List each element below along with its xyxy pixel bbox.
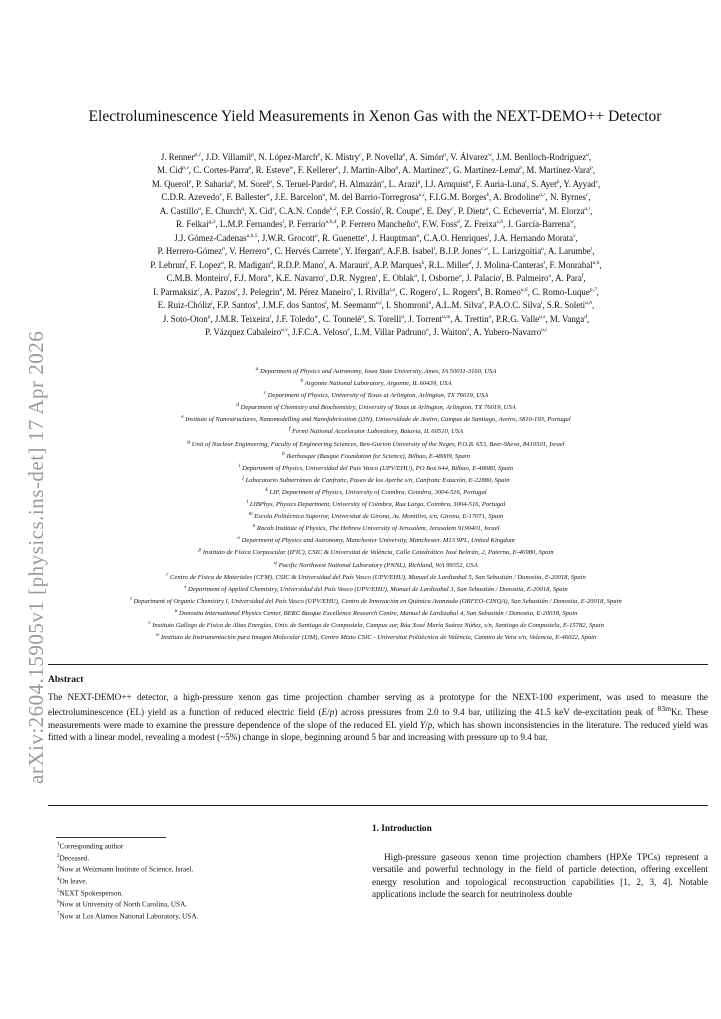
arxiv-identifier: arXiv:2604.15905v1 [physics.ins-det] 17 Apr 2026	[24, 330, 48, 784]
affiliation-item: $^w$ Instituto de Instrumentación para Imagen Molecular (I3M), Centro Mixto CSIC - Universitat Politècnica de València, Camino de Vera s/n, Valencia, E-46022, Spain	[155, 632, 597, 642]
affiliation-item: $^t$ Department of Organic Chemistry I, Universidad del País Vasco (UPV/EHU), Centro de Innovación en Química Avanzada (ORFEO-CINQA), San Sebastián / Donostia, E-20018, Spain	[130, 595, 622, 605]
affiliation-item: $^l$ LIBPhys, Physics Department, University of Coimbra, Rua Larga, Coimbra, 3004-516, Portugal	[246, 499, 506, 509]
affiliation-item: $^o$ Department of Physics and Astronomy, Manchester University, Manchester. M13 9PL, United Kingdom	[237, 535, 515, 545]
author-line: J. Soto-Oton$^p$, J.M.R. Teixeira$^l$, J.F. Toledo$^w$, C. Tonnelé$^u$, S. Torelli$^u$, J. Torrent$^{u,m}$, A. Trettin$^o$, P.R.G. Valle$^{u,s}$, M. Vanga$^d$,	[162, 313, 590, 324]
author-line: A. Castillo$^u$, E. Church$^q$, X. Cid$^v$, C.A.N. Conde$^{k,2}$, F.P. Cossío$^t$, R. Coupe$^o$, E. Dey$^c$, P. Dietz$^u$, C. Echeverria$^u$, M. Elorza$^{u,i}$,	[159, 205, 593, 216]
affiliation-item: $^j$ Laboratorio Subterráneo de Canfranc, Paseo de los Ayerbe s/n, Canfranc Estación, E-22880, Spain	[242, 474, 510, 485]
affiliation-item: $^i$ Department of Physics, Universidad del País Vasco (UPV/EHU), PO Box 644, Bilbao, E-48080, Spain	[238, 462, 514, 472]
footnote-list	[57, 840, 357, 921]
affiliation-item: $^u$ Donostia International Physics Center, BERC Basque Excellence Research Centre, Manuel de Lardizabal 4, San Sebastián / Donostia, E-20018, Spain	[174, 607, 578, 618]
footnote-item: $^1$Corresponding author	[57, 841, 124, 851]
author-line: M. Cid$^{p,v}$, C. Cortes-Parra$^p$, R. Esteve$^w$, F. Kellerer$^p$, J. Martín-Albo$^p$, A. Martínez$^w$, G. Martínez-Lema$^p$, M. Martínez-Vara$^p$,	[157, 165, 595, 176]
abstract-top-rule	[48, 664, 708, 665]
affiliation-item: $^c$ Department of Physics, University of Texas at Arlington, Arlington, TX 76019, USA	[263, 390, 489, 400]
footnote-item: $^4$On leave.	[57, 876, 88, 886]
author-line: M. Querol$^p$, P. Saharia$^p$, M. Sorel$^p$, S. Teruel-Pardo$^p$, H. Almazán$^o$, L. Arazi$^g$, I.J. Arnquist$^q$, F. Auria-Luna$^t$, S. Ayet$^p$, Y. Ayyad$^v$,	[151, 178, 601, 189]
author-line: C.D.R. Azevedo$^e$, F. Ballester$^w$, J.E. Barcelon$^u$, M. del Barrio-Torregrosa$^{u,i}$, F.I.G.M. Borges$^k$, A. Brodoline$^{u,r}$, N. Byrnes$^c$,	[161, 192, 591, 203]
author-line: J. Renner$^{p,1}$, J.D. Villamil$^p$, N. López-March$^p$, K. Mistry$^c$, P. Novella$^p$, A. Simón$^p$, V. Álvarez$^w$, J.M. Benlloch-Rodríguez$^u$,	[160, 151, 592, 162]
author-line: I. Parmaksiz$^c$, A. Pazos$^s$, J. Pelegrin$^u$, M. Pérez Maneiro$^v$, I. Rivilla$^{t,u}$, C. Rogero$^r$, L. Rogers$^b$, B. Romeo$^{u,6}$, C. Romo-Luque$^{p,7}$,	[153, 286, 599, 297]
author-list	[44, 150, 708, 339]
affiliation-item: $^b$ Argonne National Laboratory, Argonne, IL 60439, USA	[300, 378, 452, 388]
affiliation-item: $^d$ Department of Chemistry and Biochemistry, University of Texas at Arlington, Arlington, TX 76019, USA	[236, 402, 516, 412]
affiliation-item: $^a$ Department of Physics and Astronomy, Iowa State University, Ames, IA 50011-3160, USA	[255, 366, 497, 376]
author-line: C.M.B. Monteiro$^l$, F.J. Mora$^w$, K.E. Navarro$^c$, D.R. Nygren$^c$, E. Oblak$^u$, I. Osborne$^o$, J. Palacio$^j$, B. Palmeiro$^o$, A. Para$^f$,	[166, 273, 586, 284]
author-line: P. Lebrun$^f$, F. Lopez$^u$, R. Madigan$^d$, R.D.P. Mano$^l$, A. Marauri$^i$, A.P. Marques$^k$, R.L. Miller$^d$, J. Molina-Canteras$^t$, F. Monrabal$^{u,h}$,	[150, 259, 602, 270]
affiliation-item: $^f$ Fermi National Accelerator Laboratory, Batavia, IL 60510, USA	[288, 426, 464, 436]
footnote-item: $^2$Deceased.	[57, 853, 90, 863]
affiliation-item: $^s$ Department of Applied Chemistry, Universidad del País Vasco (UPV/EHU), Manuel de Lardizabal 3, San Sebastián / Donostia, E-20018, Spain	[184, 583, 568, 593]
abstract-text: The NEXT-DEMO++ detector, a high-pressure xenon gas time projection chamber serving as a prototype for the NEXT-100 experiment, was used to measure the electroluminescence (EL) yield as a function of reduced electric field (E/p) across pressures from 2.0 to 9.4 bar, utilizing the 41.5 keV de-excitation peak of $^{83m}$Kr. These measurements were made to examine the pressure dependence of the slope of the reduced EL yield Y/p, which has shown inconsistencies in the literature. The reduced yield was fitted with a linear model, revealing a modest (~5%) change in slope, beginning around 5 bar and increasing with pressure up to 9.4 bar.	[48, 692, 708, 743]
affiliation-item: $^m$ Escola Politècnica Superior, Universitat de Girona, Av. Montilivi, s/n, Girona, E-17071, Spain	[248, 511, 504, 521]
footnote-item: $^3$Now at Weizmann Institute of Science, Israel.	[57, 864, 194, 874]
affiliation-item: $^h$ Ikerbasque (Basque Foundation for Science), Bilbao, E-48009, Spain	[282, 450, 470, 460]
abstract-heading: Abstract	[48, 675, 84, 685]
author-line: P. Vázquez Cabaleiro$^{u,v}$, J.F.C.A. Veloso$^e$, L.M. Villar Padruno$^o$, J. Waiton$^o$, A. Yubero-Navarro$^{u,i}$	[205, 327, 547, 338]
affiliation-item: $^n$ Racah Institute of Physics, The Hebrew University of Jerusalem, Jerusalem 9190401, Israel	[252, 523, 500, 533]
affiliation-list	[44, 365, 708, 643]
affiliation-item: $^r$ Centro de Física de Materiales (CFM), CSIC & Universidad del País Vasco (UPV/EHU), Manuel de Lardizabal 5, San Sebastián / Donostia, E-20018, Spain	[166, 571, 586, 581]
affiliation-item: $^k$ LIP, Department of Physics, University of Coimbra, Coimbra, 3004-516, Portugal	[265, 486, 487, 497]
introduction-text: High-pressure gaseous xenon time projection chambers (HPXe TPCs) represent a versatile and powerful technology in the field of particle detection, offering excellent energy resolution and topological reconstruction capabilities [1, 2, 3, 4]. Notable applications include the search for neutrinoless double	[372, 852, 708, 899]
author-line: E. Ruiz-Chóliz$^j$, F.P. Santos$^k$, J.M.F. dos Santos$^l$, M. Seemann$^{u,i}$, I. Shomroni$^n$, A.L.M. Silva$^e$, P.A.O.C. Silva$^l$, S.R. Soleti$^{u,h}$,	[157, 300, 595, 311]
affiliation-item: $^v$ Instituto Gallego de Física de Altas Energías, Univ. de Santiago de Compostela, Campus sur, Rúa Xosé María Suárez Núñez, s/n, Santiago de Compostela, E-15782, Spain	[148, 619, 604, 630]
affiliation-item: $^q$ Pacific Northwest National Laboratory (PNNL), Richland, WA 99352, USA	[274, 559, 478, 569]
affiliation-item: $^e$ Institute of Nanostructures, Nanomodelling and Nanofabrication (i3N), Universidade de Aveiro, Campus de Santiago, Aveiro, 3810-193, Portugal	[181, 414, 571, 424]
footnote-rule	[56, 837, 166, 838]
affiliation-item: $^g$ Unit of Nuclear Engineering, Faculty of Engineering Sciences, Ben-Gurion University of the Negev, P.O.B. 653, Beer-Sheva, 8410501, Israel	[187, 438, 565, 448]
footnote-item: $^5$NEXT Spokesperson.	[57, 887, 124, 897]
abstract-bottom-rule	[48, 805, 708, 806]
author-line: P. Herrero-Gómez$^n$, V. Herrero$^w$, C. Hervés Carrete$^v$, Y. Ifergan$^g$, A.F.B. Isabel$^l$, B.J.P. Jones$^{c,o}$, L. Larizgoitia$^u$, A. Larumbe$^t$,	[157, 246, 595, 257]
affiliation-item: $^p$ Instituto de Física Corpuscular (IFIC), CSIC & Universitat de València, Calle Catedrático José Beltrán, 2, Paterna, E-46980, Spain	[198, 547, 554, 557]
paper-title: Electroluminescence Yield Measurements in Xenon Gas with the NEXT-DEMO++ Detector	[88, 108, 662, 125]
author-line: J.J. Gómez-Cadenas$^{u,h,5}$, J.W.R. Grocott$^o$, R. Guenette$^o$, J. Hauptman$^a$, C.A.O. Henriques$^l$, J.A. Hernando Morata$^v$,	[174, 232, 578, 243]
author-line: R. Felkai$^{g,3}$, L.M.P. Fernandes$^l$, P. Ferrario$^{u,h,4}$, P. Ferrero Mancheño$^u$, F.W. Foss$^d$, Z. Freixa$^{s,h}$, J. García-Barrena$^w$,	[176, 219, 576, 230]
introduction-heading: 1. Introduction	[372, 824, 432, 834]
footnote-item: $^6$Now at University of North Carolina, USA.	[57, 899, 188, 909]
footnote-item: $^7$Now at Los Alamos National Laboratory, USA.	[57, 911, 199, 921]
